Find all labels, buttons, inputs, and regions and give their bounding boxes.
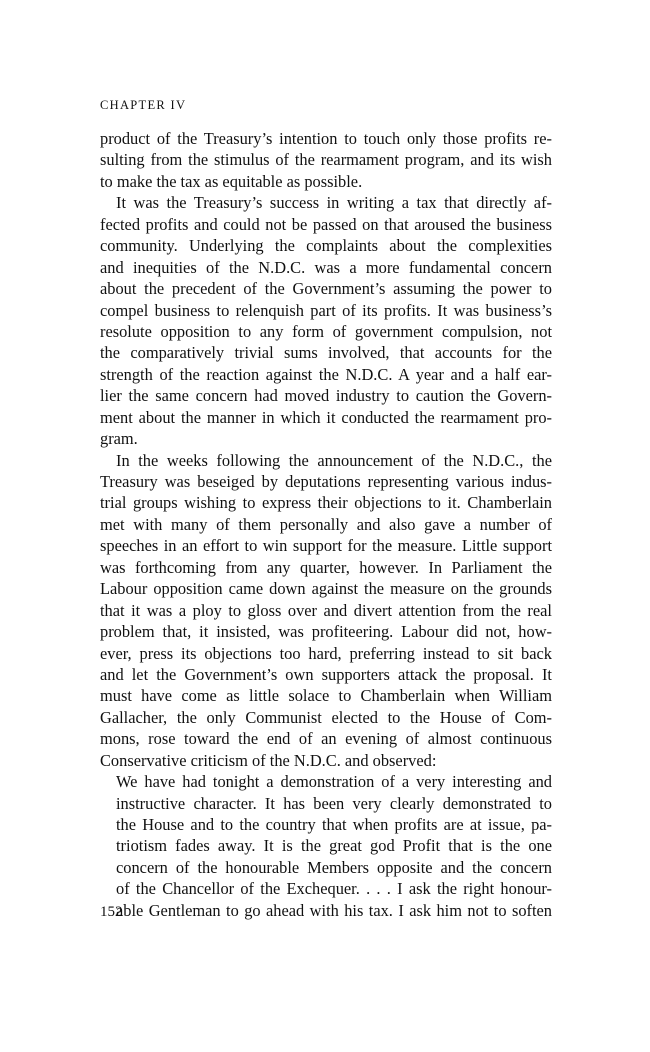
text-line: gram.: [100, 429, 138, 449]
text-line: was forthcoming from any quarter, however. In Parliament the: [100, 557, 552, 577]
text-line: ment about the manner in which it conducted the rearmament pro-: [100, 407, 552, 427]
text-line: the comparatively trivial sums involved, that accounts for the: [100, 343, 552, 363]
text-line: problem that, it insisted, was profiteering. Labour did not, how-: [100, 622, 552, 642]
quote-line: concern of the honourable Members opposite and the concern: [116, 857, 552, 877]
text-line: lier the same concern had moved industry to caution the Govern-: [100, 386, 552, 406]
text-line: Conservative criticism of the N.D.C. and observed:: [100, 750, 437, 770]
block-quote: [100, 771, 552, 921]
text-line: mons, rose toward the end of an evening of almost continuous: [100, 729, 552, 749]
text-line: met with many of them personally and also gave a number of: [100, 514, 552, 534]
quote-line: instructive character. It has been very clearly demonstrated to: [116, 793, 552, 813]
text-line: speeches in an effort to win support for the measure. Little support: [100, 536, 552, 556]
text-line: product of the Treasury’s intention to touch only those profits re-: [100, 129, 552, 148]
page-number: 152: [100, 904, 123, 920]
text-line: In the weeks following the announcement of the N.D.C., the: [116, 450, 552, 470]
text-line: resolute opposition to any form of government compulsion, not: [100, 321, 552, 341]
text-line: fected profits and could not be passed on that aroused the business: [100, 214, 552, 234]
text-line: ever, press its objections too hard, preferring instead to sit back: [100, 643, 552, 663]
text-line: strength of the reaction against the N.D.C. A year and a half ear-: [100, 364, 552, 384]
text-line: Gallacher, the only Communist elected to the House of Com-: [100, 707, 552, 727]
quote-line: We have had tonight a demonstration of a very interesting and: [116, 772, 552, 792]
quote-line: able Gentleman to go ahead with his tax. I ask him not to soften: [116, 900, 552, 920]
text-line: compel business to relenquish part of its profits. It was business’s: [100, 300, 552, 320]
paragraph: [100, 128, 552, 192]
text-line: Labour opposition came down against the measure on the grounds: [100, 579, 552, 599]
paragraph: [100, 192, 552, 449]
text-line: community. Underlying the complaints about the complexities: [100, 236, 552, 256]
quote-line: the House and to the country that when profits are at issue, pa-: [116, 815, 552, 834]
text-line: sulting from the stimulus of the rearmament program, and its wish: [100, 150, 552, 170]
text-line: to make the tax as equitable as possible.: [100, 171, 363, 191]
text-line: trial groups wishing to express their objections to it. Chamberlain: [100, 493, 552, 513]
quote-line: triotism fades away. It is the great god Profit that is the one: [116, 836, 552, 856]
paragraph: [100, 450, 552, 772]
text-line: and inequities of the N.D.C. was a more fundamental concern: [100, 257, 552, 277]
text-line: It was the Treasury’s success in writing a tax that directly af-: [116, 193, 552, 213]
running-head: CHAPTER IV: [100, 98, 187, 112]
text-line: Treasury was beseiged by deputations representing various indus-: [100, 472, 552, 491]
text-line: must have come as little solace to Chamberlain when William: [100, 686, 552, 706]
quote-line: of the Chancellor of the Exchequer. . . . I ask the right honour-: [116, 879, 552, 899]
text-line: and let the Government’s own supporters attack the proposal. It: [100, 664, 552, 684]
body-text: [100, 128, 552, 921]
text-line: that it was a ploy to gloss over and divert attention from the real: [100, 600, 552, 620]
text-line: about the precedent of the Government’s assuming the power to: [100, 279, 552, 299]
